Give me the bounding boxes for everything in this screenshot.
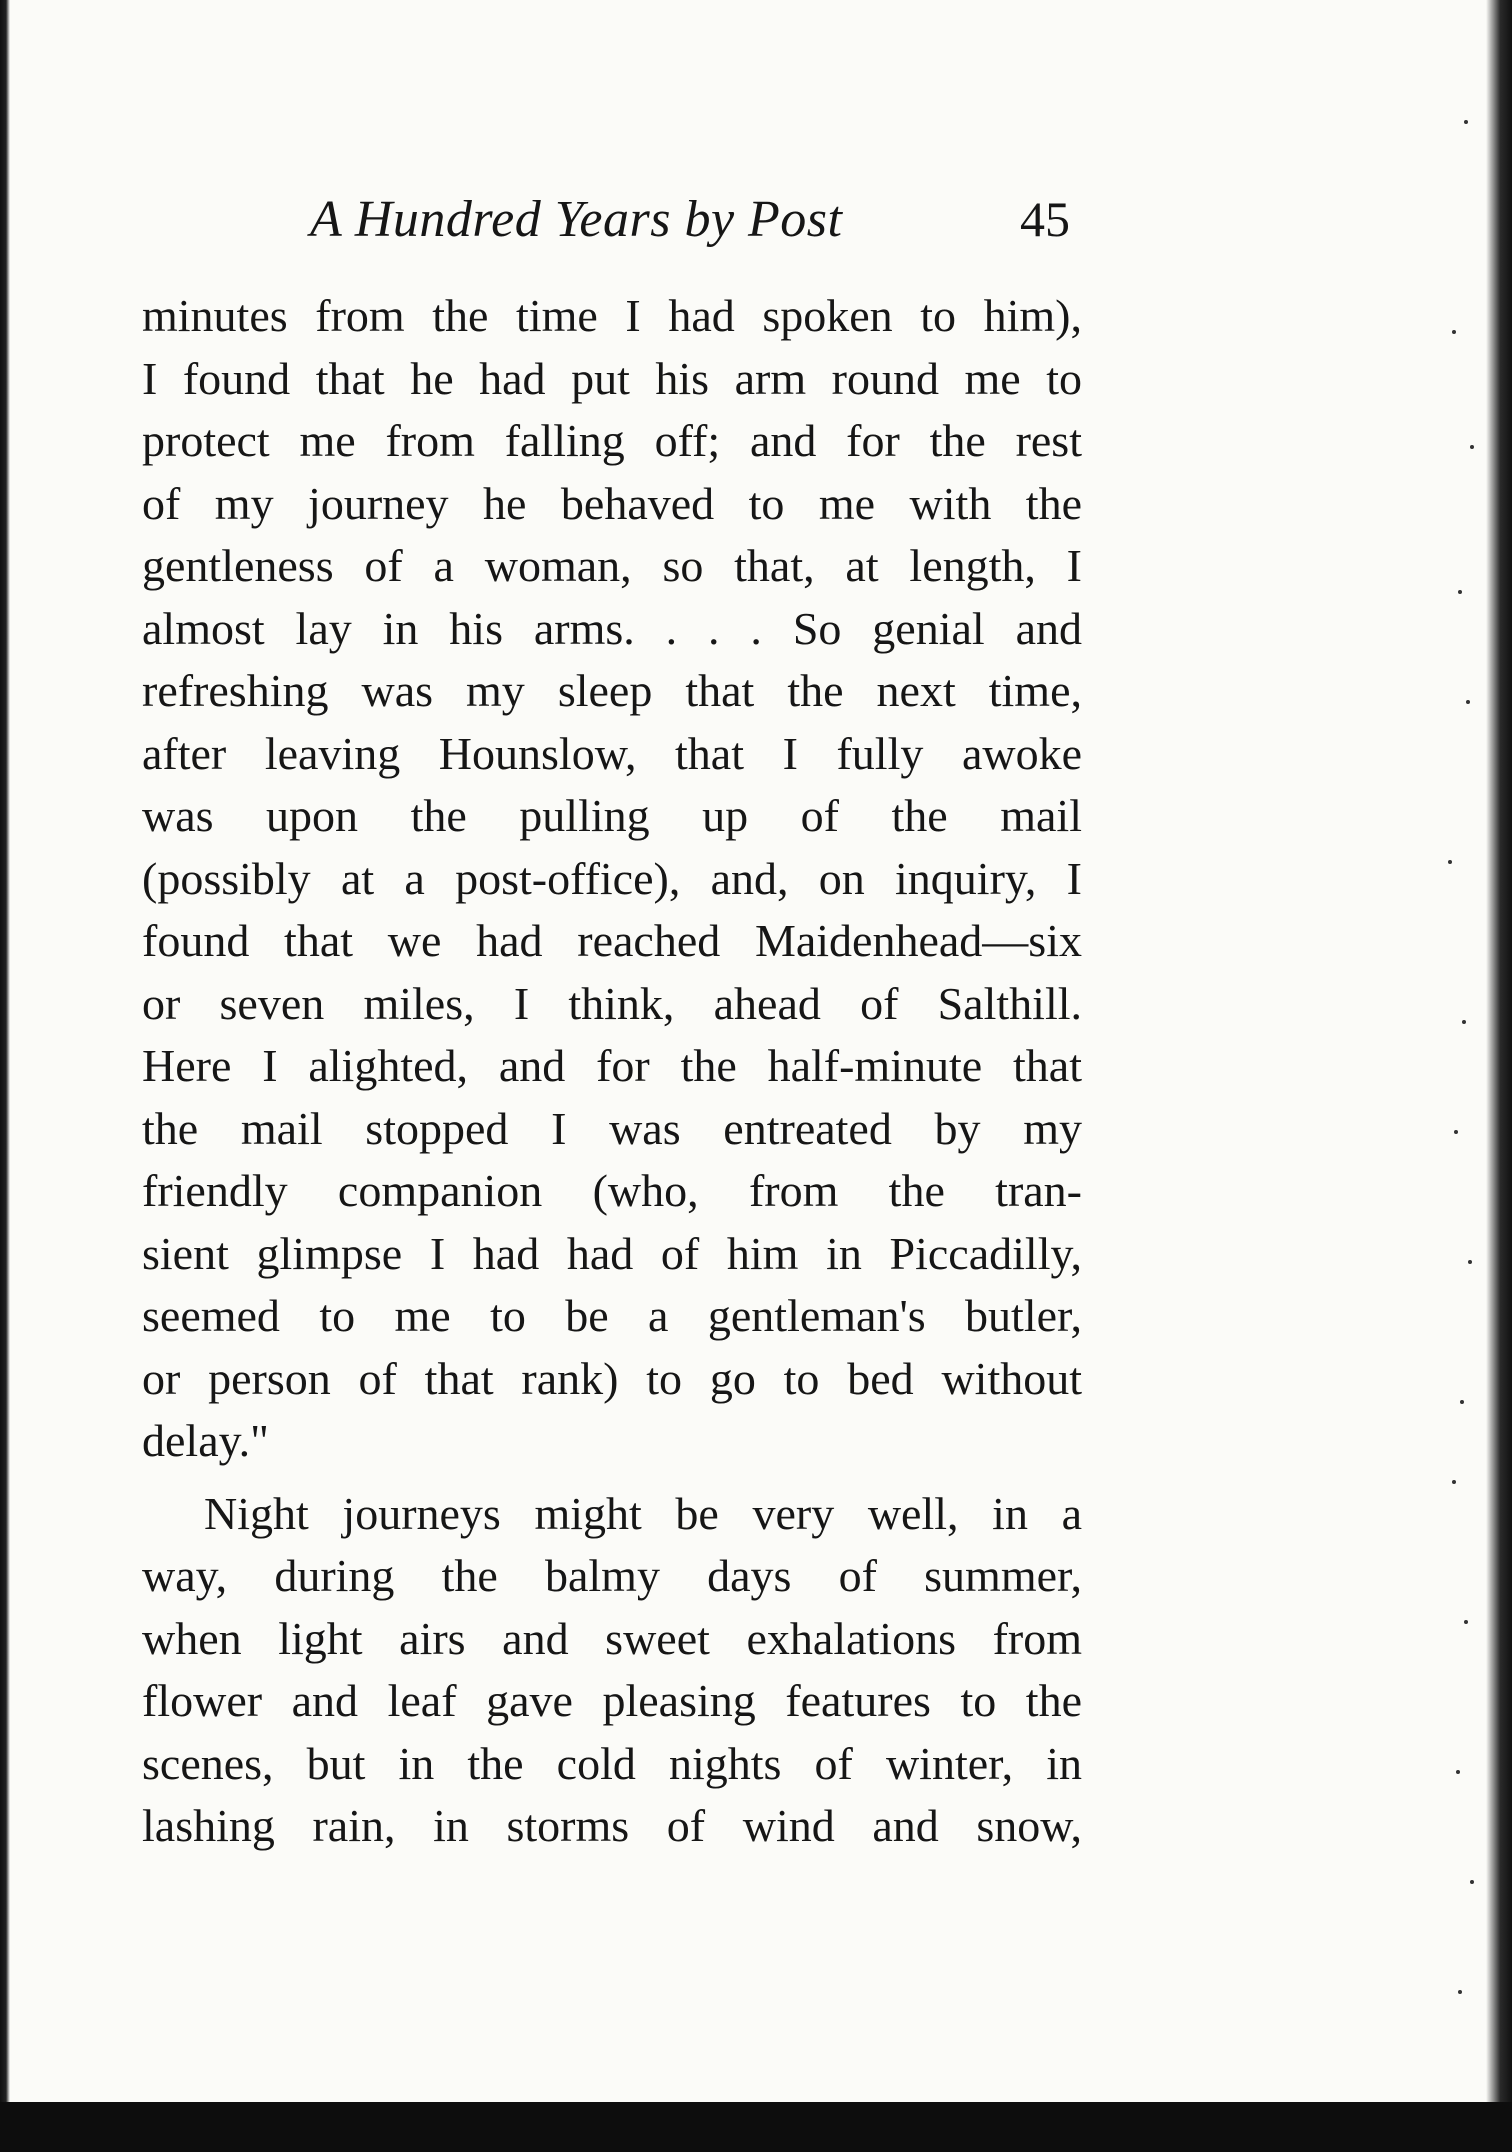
page-header (310, 190, 1070, 260)
text-line: when light airs and sweet exhalations from (142, 1612, 1082, 1664)
text-line: Here I alighted, and for the half-minute that (142, 1040, 1082, 1091)
text-line: I found that he had put his arm round me to (142, 352, 1082, 404)
paragraph-2 (142, 1483, 1082, 1858)
text-line: of my journey he behaved to me with the (142, 477, 1082, 529)
text-line: or person of that rank) to go to bed without (142, 1352, 1082, 1404)
text-line: refreshing was my sleep that the next time, (142, 665, 1082, 716)
text-line: was upon the pulling up of the mail (142, 790, 1082, 841)
text-line: Night journeys might be very well, in a (204, 1487, 1082, 1539)
text-line: seemed to me to be a gentleman's butler, (142, 1290, 1082, 1341)
text-line: minutes from the time I had spoken to him), (142, 290, 1082, 341)
page-edge-specks (1426, 0, 1486, 2152)
text-line: protect me from falling off; and for the rest (142, 415, 1082, 466)
text-line: way, during the balmy days of summer, (142, 1550, 1082, 1601)
running-title: A Hundred Years by Post (310, 191, 843, 248)
text-line: after leaving Hounslow, that I fully awoke (142, 727, 1082, 779)
page-number: 45 (1020, 191, 1070, 247)
text-line: lashing rain, in storms of wind and snow, (142, 1800, 1082, 1851)
page-edge (1486, 0, 1512, 2152)
text-line: found that we had reached Maidenhead—six (142, 915, 1082, 966)
text-line: sient glimpse I had had of him in Piccadilly, (142, 1227, 1082, 1279)
scan-bottom-edge (0, 2102, 1512, 2152)
text-line: or seven miles, I think, ahead of Salthill. (142, 977, 1082, 1029)
text-line: gentleness of a woman, so that, at length, I (142, 540, 1082, 591)
text-line: the mail stopped I was entreated by my (142, 1102, 1082, 1154)
text-line: delay." (142, 1415, 269, 1466)
text-line: flower and leaf gave pleasing features to the (142, 1675, 1082, 1726)
text-line: almost lay in his arms. . . . So genial and (142, 602, 1082, 654)
paragraph-1 (142, 285, 1082, 1473)
body-text (142, 285, 1082, 1858)
paragraph-gap (142, 1473, 1082, 1483)
text-line: scenes, but in the cold nights of winter, in (142, 1737, 1082, 1789)
binding-edge (0, 0, 10, 2152)
text-line: (possibly at a post-office), and, on inquiry, I (142, 852, 1082, 904)
text-line: friendly companion (who, from the tran- (142, 1165, 1082, 1216)
